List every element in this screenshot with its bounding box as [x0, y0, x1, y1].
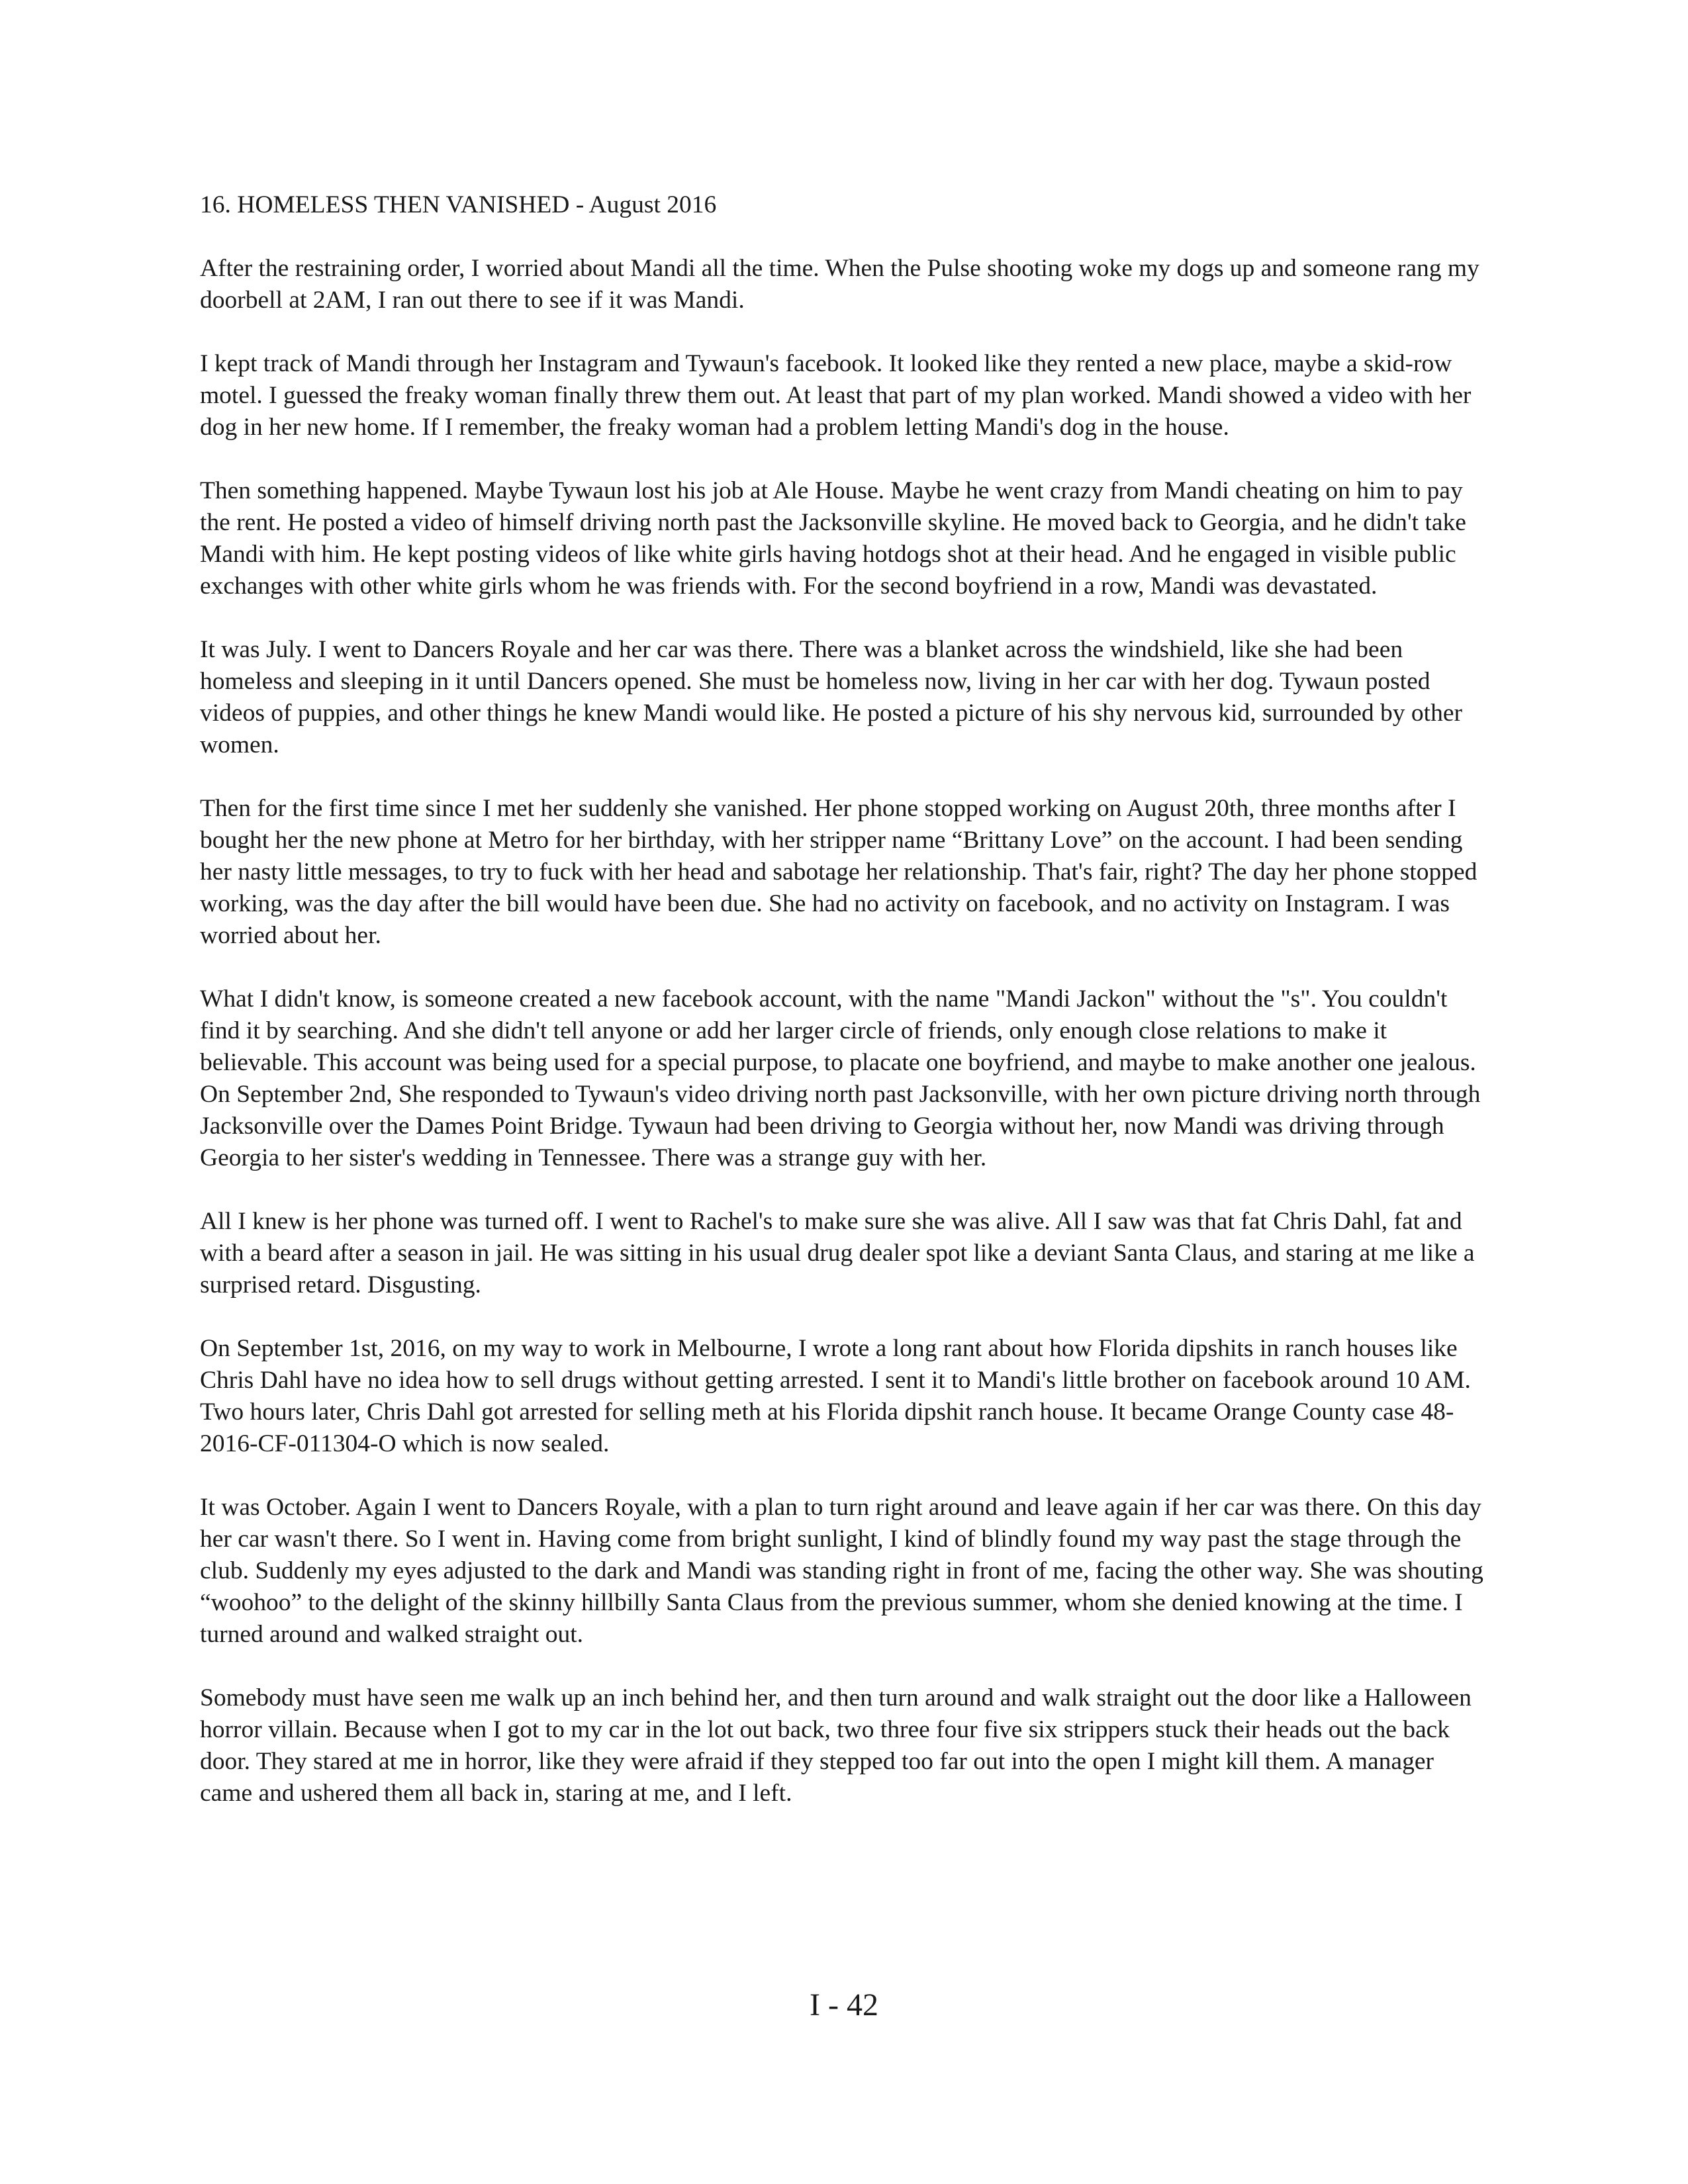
paragraph-1: After the restraining order, I worried about Mandi all the time. When the Pulse shooting woke my dogs up and someone rang my doorbell at 2AM, I ran out there to see if it was Mandi.: [200, 255, 1479, 314]
page-number: I - 42: [810, 1987, 878, 2023]
document-body: [200, 189, 1491, 1841]
paragraph-5: Then for the first time since I met her suddenly she vanished. Her phone stopped working on August 20th, three months after I bought her the new phone at Metro for her birthday, with her stripper name “Brittany Love” on the account. I had been sending her nasty little messages, to try to fuck with her head and sabotage her relationship. That's fair, right? The day her phone stopped working, was the day after the bill would have been due. She had no activity on facebook, and no activity on Instagram. I was worried about her.: [200, 795, 1477, 949]
paragraph-4: It was July. I went to Dancers Royale and her car was there. There was a blanket across the windshield, like she had been homeless and sleeping in it until Dancers opened. She must be homeless now, living in her car with her dog. Tywaun posted videos of puppies, and other things he knew Mandi would like. He posted a picture of his shy nervous kid, surrounded by other women.: [200, 636, 1462, 758]
paragraph-3: Then something happened. Maybe Tywaun lost his job at Ale House. Maybe he went crazy from Mandi cheating on him to pay the rent. He posted a video of himself driving north past the Jacksonville skyline. He moved back to Georgia, and he didn't take Mandi with him. He kept posting videos of like white girls having hotdogs shot at their head. And he engaged in visible public exchanges with other white girls whom he was friends with. For the second boyfriend in a row, Mandi was devastated.: [200, 477, 1466, 600]
paragraph-2: I kept track of Mandi through her Instagram and Tywaun's facebook. It looked like they rented a new place, maybe a skid-row motel. I guessed the freaky woman finally threw them out. At least that part of my plan worked. Mandi showed a video with her dog in her new home. If I remember, the freaky woman had a problem letting Mandi's dog in the house.: [200, 350, 1472, 441]
paragraph-9: It was October. Again I went to Dancers Royale, with a plan to turn right around and leave again if her car was there. On this day her car wasn't there. So I went in. Having come from bright sunlight, I kind of blindly found my way past the stage through the club. Suddenly my eyes adjusted to the dark and Mandi was standing right in front of me, facing the other way. She was shouting “woohoo” to the delight of the skinny hillbilly Santa Claus from the previous summer, whom she denied knowing at the time. I turned around and walked straight out.: [200, 1494, 1483, 1648]
paragraph-8: On September 1st, 2016, on my way to work in Melbourne, I wrote a long rant about how Florida dipshits in ranch houses like Chris Dahl have no idea how to sell drugs without getting arrested. I sent it to Mandi's little brother on facebook around 10 AM. Two hours later, Chris Dahl got arrested for selling meth at his Florida dipshit ranch house. It became Orange County case 48-2016-CF-011304-O which is now sealed.: [200, 1335, 1471, 1457]
paragraph-7: All I knew is her phone was turned off. I went to Rachel's to make sure she was alive. All I saw was that fat Chris Dahl, fat and with a beard after a season in jail. He was sitting in his usual drug dealer spot like a deviant Santa Claus, and staring at me like a surprised retard. Disgusting.: [200, 1208, 1475, 1298]
section-heading: 16. HOMELESS THEN VANISHED - August 2016: [200, 191, 717, 218]
paragraph-10: Somebody must have seen me walk up an inch behind her, and then turn around and walk straight out the door like a Halloween horror villain. Because when I got to my car in the lot out back, two three four five six strippers stuck their heads out the back door. They stared at me in horror, like they were afraid if they stepped too far out into the open I might kill them. A manager came and ushered them all back in, staring at me, and I left.: [200, 1684, 1472, 1807]
paragraph-6: What I didn't know, is someone created a new facebook account, with the name "Mandi Jackon" without the "s". You couldn't find it by searching. And she didn't tell anyone or add her larger circle of friends, only enough close relations to make it believable. This account was being used for a special purpose, to placate one boyfriend, and maybe to make another one jealous. On September 2nd, She responded to Tywaun's video driving north past Jacksonville, with her own picture driving north through Jacksonville over the Dames Point Bridge. Tywaun had been driving to Georgia without her, now Mandi was driving through Georgia to her sister's wedding in Tennessee. There was a strange guy with her.: [200, 985, 1481, 1171]
